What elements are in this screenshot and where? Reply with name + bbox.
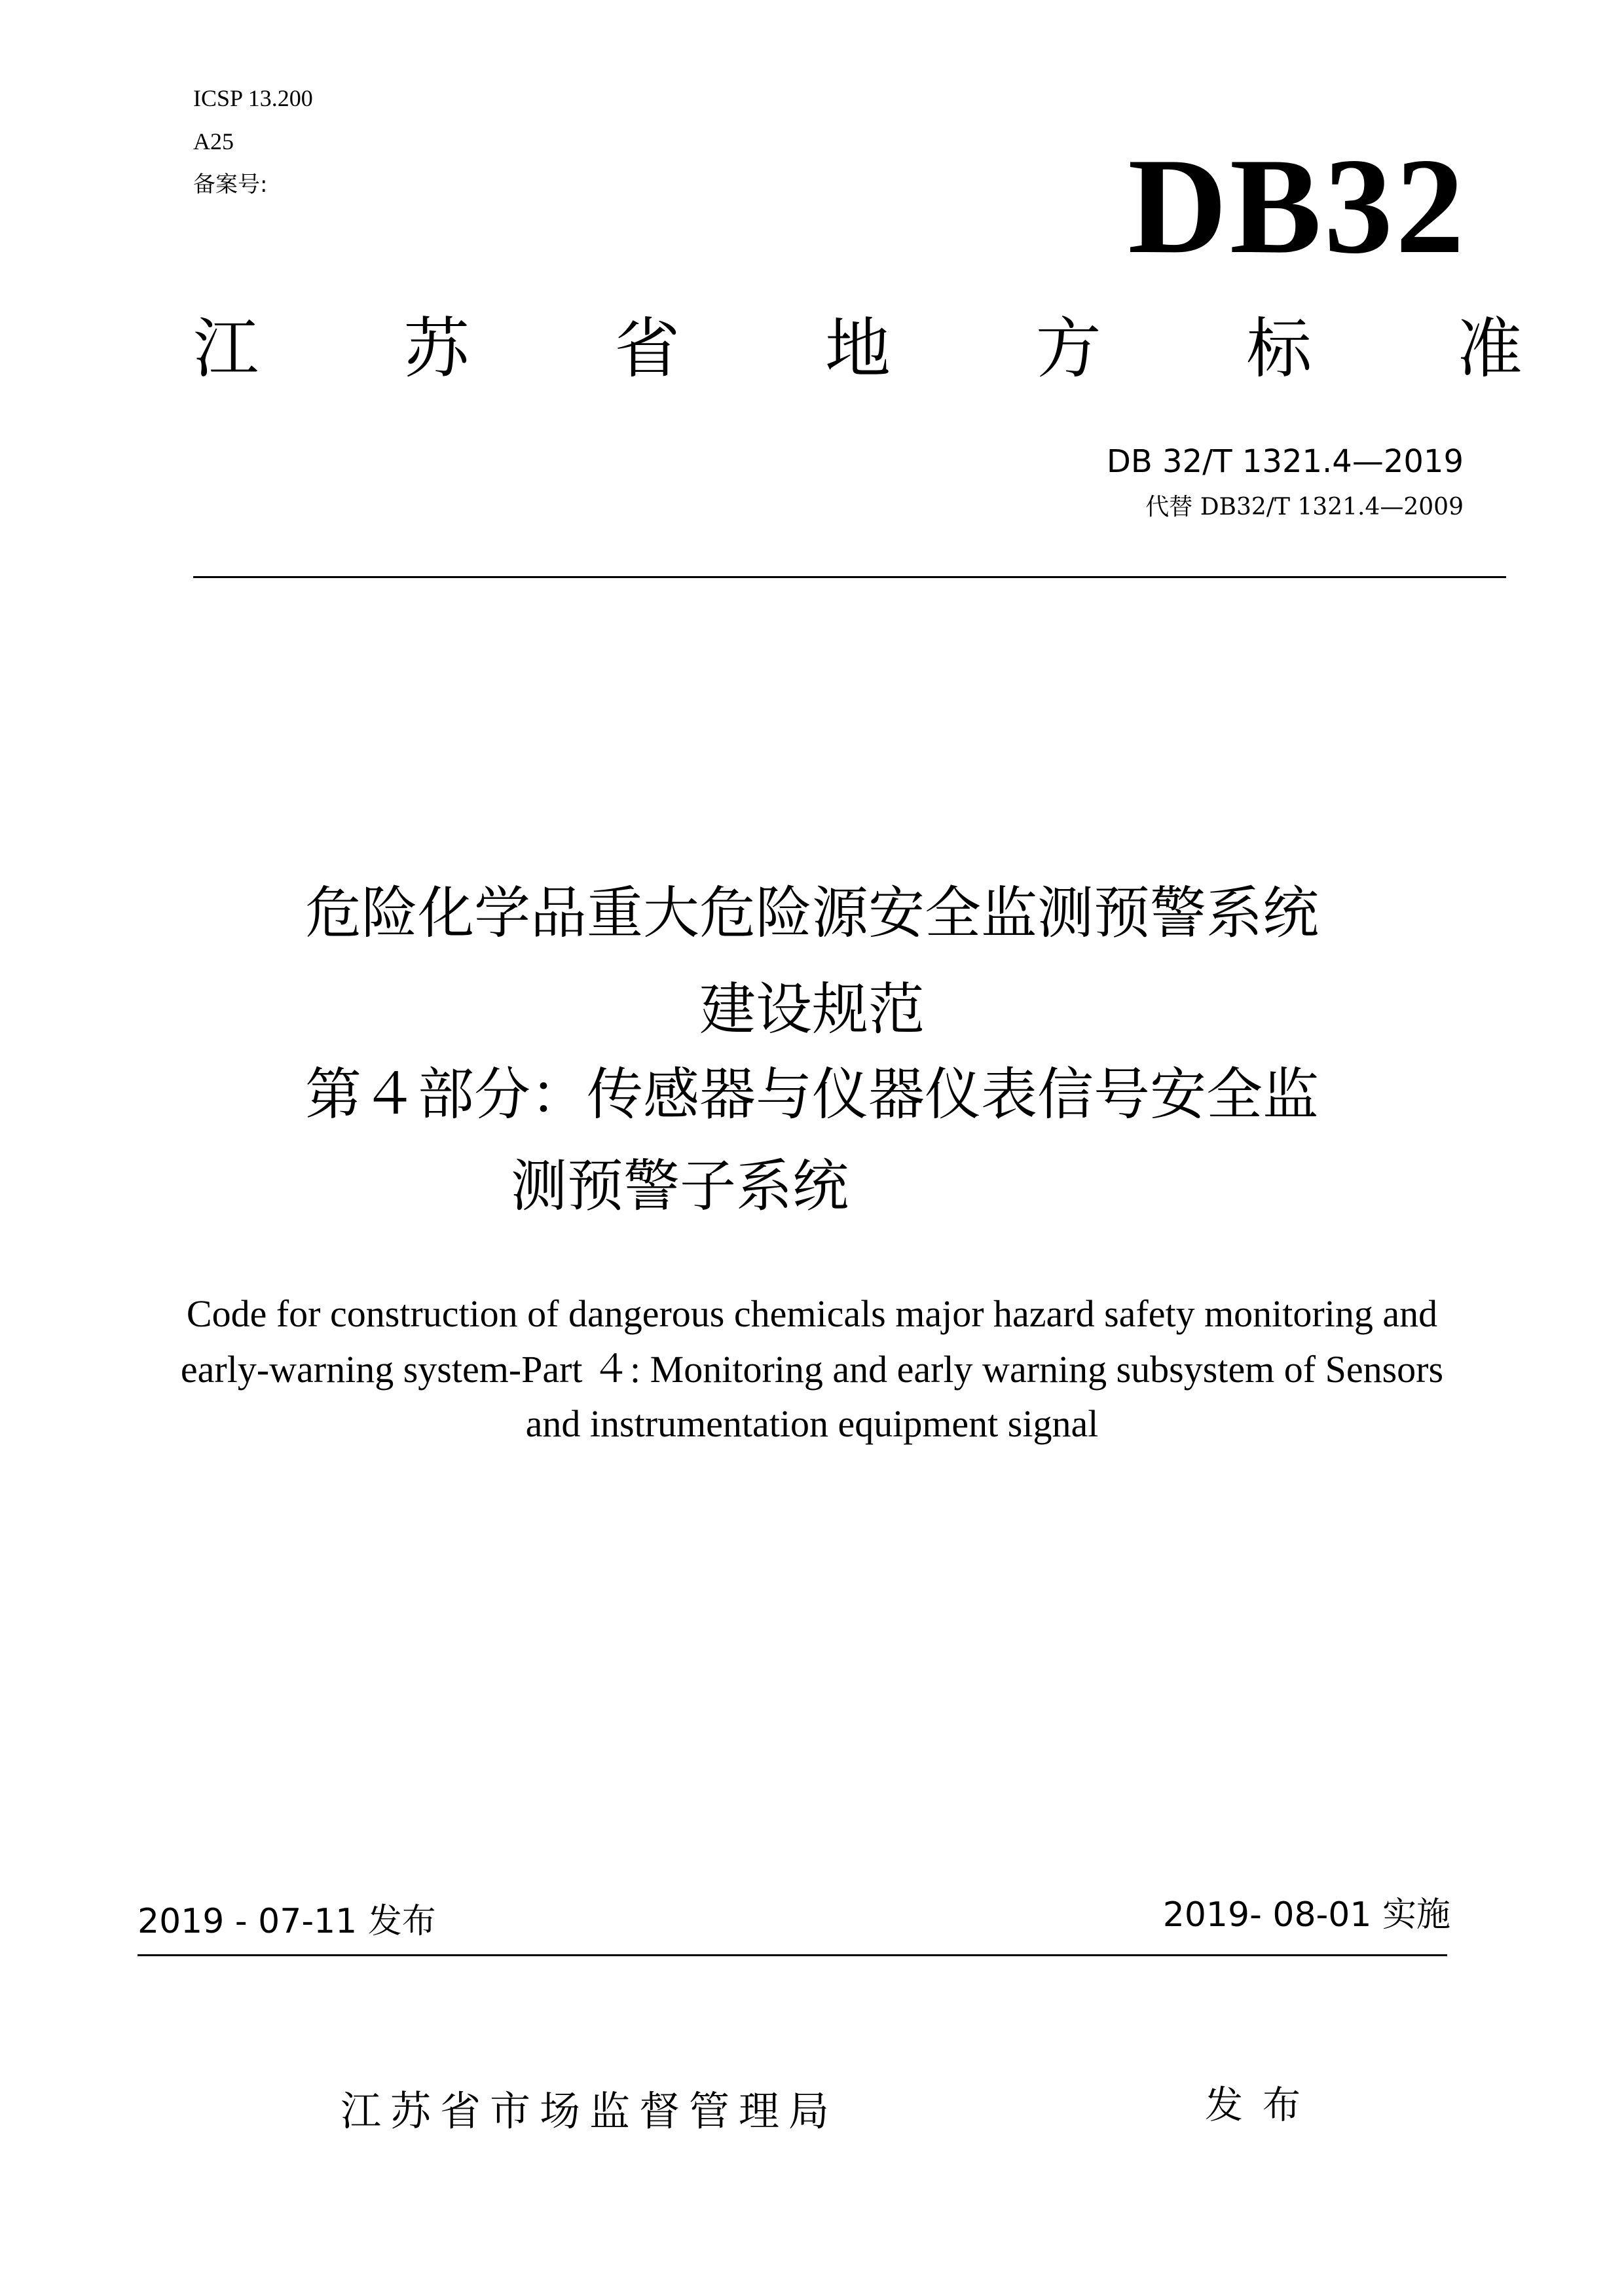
english-title-line: early-warning system-Part ４: Monitoring and early warning subsystem of Sensors: [180, 1348, 1444, 1391]
part-title-line: 第４部分：传感器与仪器仪表信号安全监: [305, 1062, 1319, 1127]
issue-date: 2019 - 07-11 发布: [138, 1902, 436, 1941]
standard-type-char: 准: [1456, 310, 1522, 387]
standard-number: DB 32/T 1321.4—2019: [1106, 443, 1464, 480]
english-title-line: Code for construction of dangerous chemicals major hazard safety monitoring and: [186, 1292, 1438, 1335]
ccs-code: A25: [193, 128, 234, 155]
standard-type-heading: [193, 310, 1522, 387]
main-title-line: 建设规范: [699, 977, 925, 1042]
issue-action-label: 发布: [1205, 2083, 1321, 2127]
standard-type-char: 苏: [403, 310, 470, 387]
standard-type-char: 江: [193, 310, 259, 387]
standard-type-char: 省: [614, 310, 680, 387]
part-title-line: 测预警子系统: [511, 1154, 849, 1219]
standard-type-char: 方: [1035, 310, 1101, 387]
footer-divider: [138, 1954, 1447, 1956]
implementation-date: 2019- 08-01 实施: [1162, 1895, 1450, 1935]
replaced-standard-number: 代替 DB32/T 1321.4—2009: [1145, 494, 1464, 520]
filing-number-label: 备案号:: [193, 172, 268, 198]
standard-code-logo: DB32: [1128, 130, 1467, 282]
issuing-authority: 江苏省市场监督管理局: [341, 2087, 839, 2135]
main-title-line: 危险化学品重大危险源安全监测预警系统: [305, 881, 1319, 946]
standard-type-char: 地: [824, 310, 891, 387]
english-title-line: and instrumentation equipment signal: [525, 1402, 1099, 1445]
ics-code: ICSP 13.200: [193, 85, 313, 111]
standard-type-char: 标: [1246, 310, 1312, 387]
header-divider: [193, 576, 1506, 578]
